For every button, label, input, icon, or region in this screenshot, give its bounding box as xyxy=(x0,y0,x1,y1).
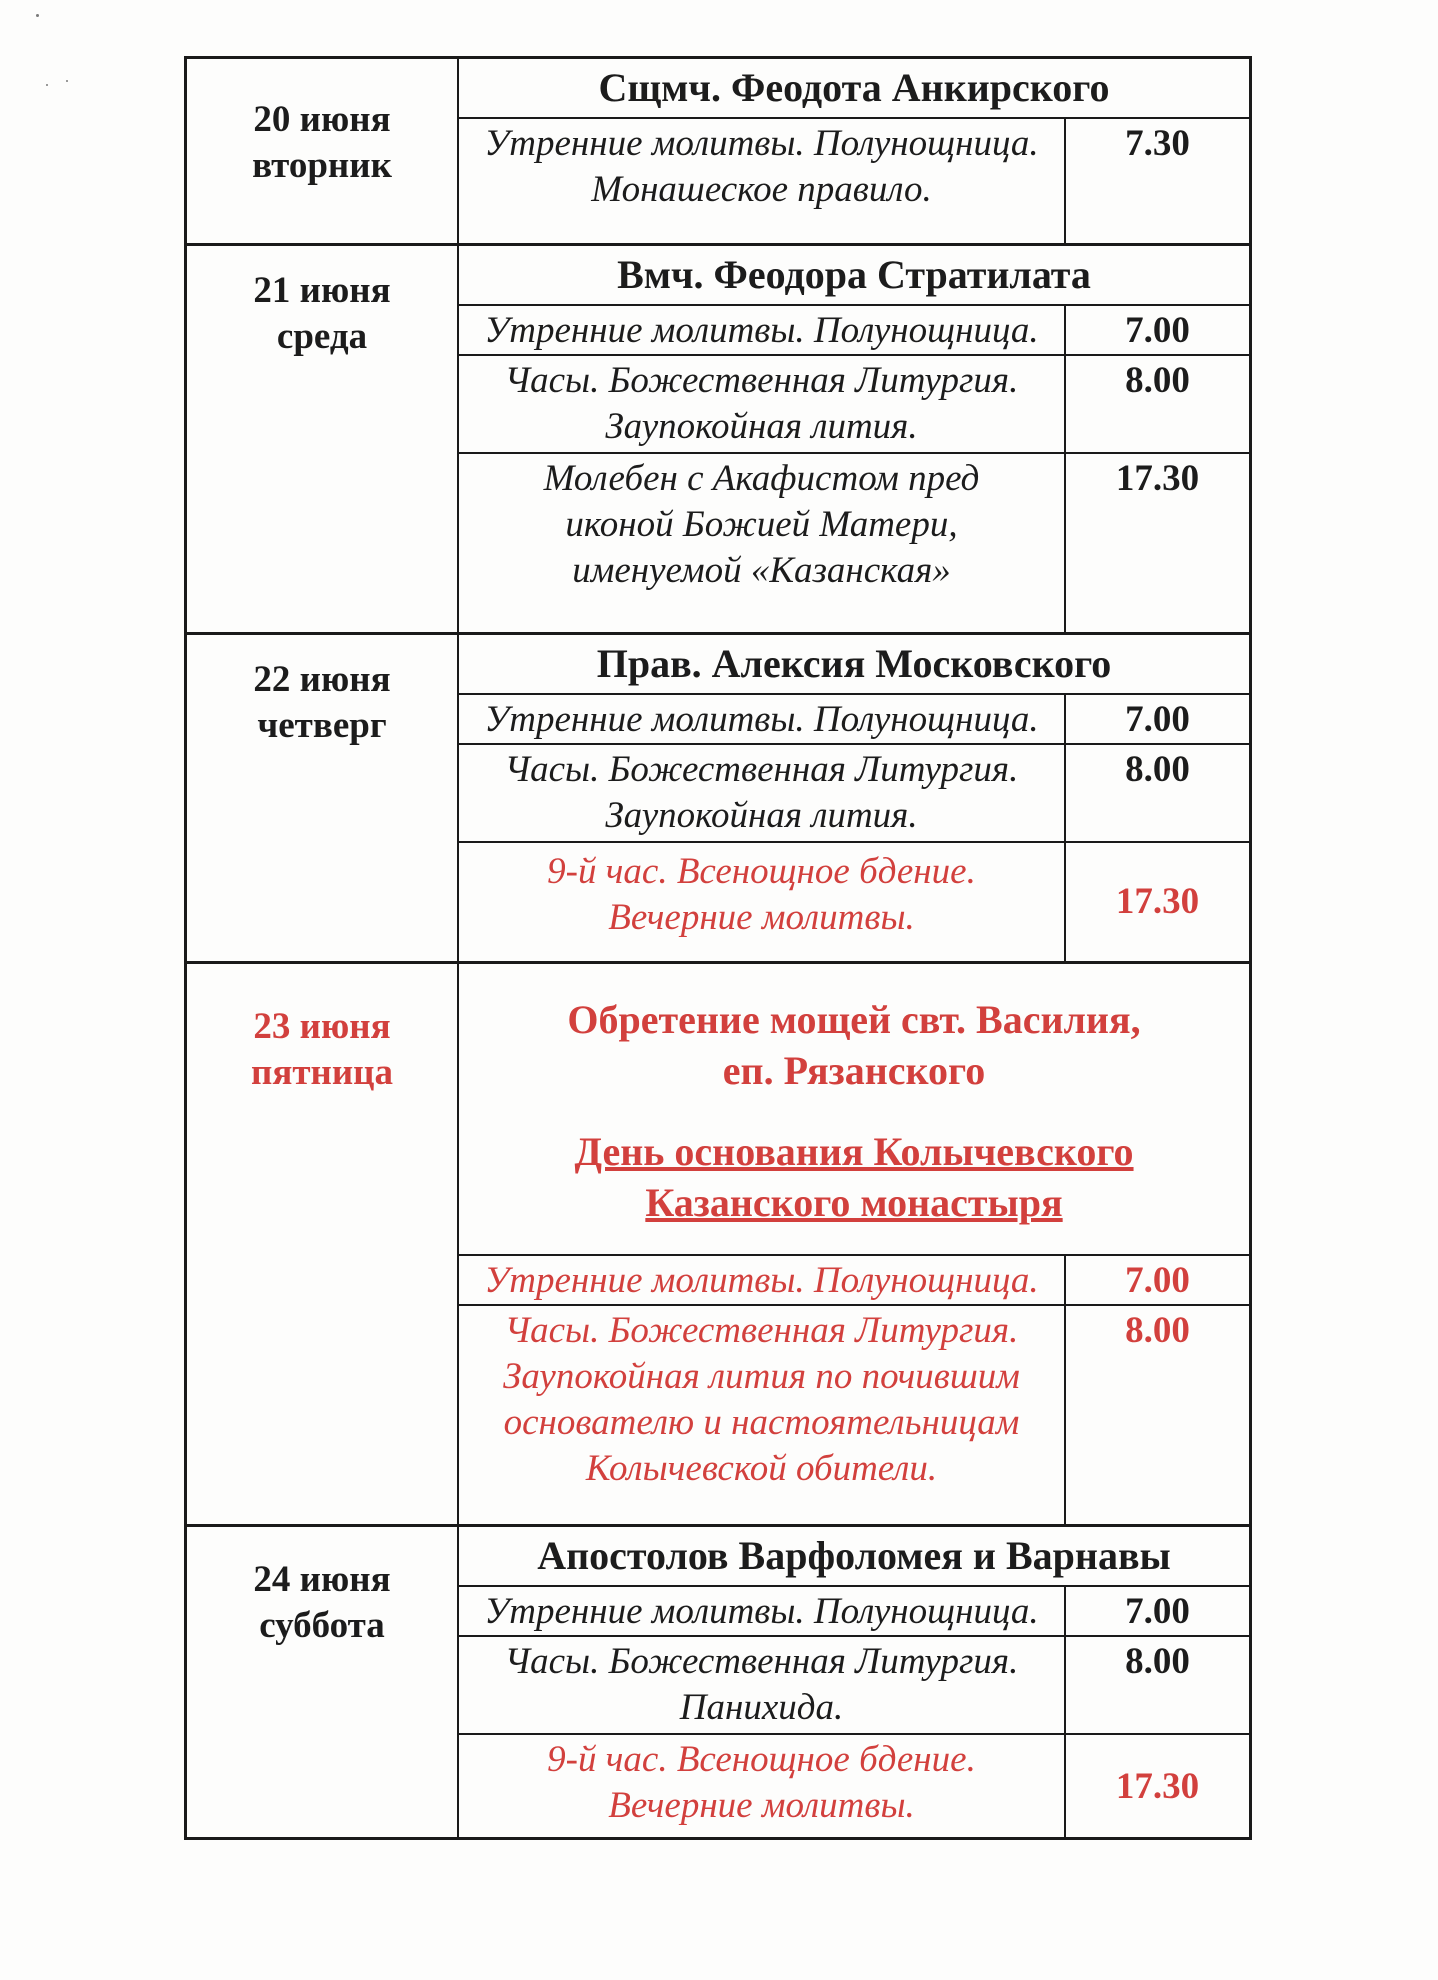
service-time: 8.00 xyxy=(1125,360,1190,401)
day-date-cell xyxy=(187,964,459,1524)
service-time: 7.00 xyxy=(1125,310,1190,351)
feast-title xyxy=(459,964,1249,1256)
day-services xyxy=(459,59,1249,243)
service-description: 9-й час. Всенощное бдение. Вечерние молитвы. xyxy=(459,1735,1066,1839)
service-time: 8.00 xyxy=(1125,1310,1190,1351)
day-services xyxy=(459,246,1249,632)
day-block xyxy=(184,632,1252,961)
weekday-label: среда xyxy=(276,316,368,357)
schedule-table xyxy=(184,56,1252,1840)
date-label: 22 июня xyxy=(253,659,391,700)
service-description: Утренние молитвы. Полунощница. xyxy=(459,695,1066,743)
service-row xyxy=(459,745,1249,843)
day-services xyxy=(459,635,1249,961)
weekday-label: пятница xyxy=(251,1052,393,1093)
service-description: Часы. Божественная Литургия. Заупокойная лития по почившим основателю и настоятельницам Колычевской обители. xyxy=(459,1306,1066,1524)
day-services xyxy=(459,964,1249,1524)
service-description: 9-й час. Всенощное бдение. Вечерние молитвы. xyxy=(459,843,1066,961)
service-row xyxy=(459,356,1249,454)
service-description: Молебен с Акафистом пред иконой Божией Матери, именуемой «Казанская» xyxy=(459,454,1066,632)
day-block xyxy=(184,1524,1252,1840)
day-date-cell xyxy=(187,635,459,961)
date-label: 23 июня xyxy=(253,1006,391,1047)
day-services xyxy=(459,1527,1249,1837)
service-time: 7.00 xyxy=(1125,1591,1190,1632)
service-description: Утренние молитвы. Полунощница. xyxy=(459,1256,1066,1304)
service-time: 17.30 xyxy=(1115,458,1200,499)
service-description: Часы. Божественная Литургия. Заупокойная лития. xyxy=(459,356,1066,452)
service-time: 8.00 xyxy=(1125,1641,1190,1682)
date-label: 21 июня xyxy=(253,270,391,311)
service-row xyxy=(459,1306,1249,1524)
feast-subtitle xyxy=(459,1126,1249,1228)
weekday-label: суббота xyxy=(259,1605,385,1646)
feast-title: Вмч. Феодора Стратилата xyxy=(459,246,1249,306)
service-time: 8.00 xyxy=(1125,749,1190,790)
scan-speck xyxy=(36,14,39,17)
date-label: 20 июня xyxy=(253,99,391,140)
service-time: 7.30 xyxy=(1125,123,1190,164)
scan-speck xyxy=(66,80,68,82)
service-description: Утренние молитвы. Полунощница. xyxy=(459,1587,1066,1635)
service-row xyxy=(459,1637,1249,1735)
day-date-cell xyxy=(187,246,459,632)
service-time: 7.00 xyxy=(1125,699,1190,740)
service-row xyxy=(459,1735,1249,1839)
service-row xyxy=(459,695,1249,745)
service-description: Часы. Божественная Литургия. Заупокойная лития. xyxy=(459,745,1066,841)
feast-title: Прав. Алексия Московского xyxy=(459,635,1249,695)
weekday-label: вторник xyxy=(252,145,392,186)
service-description: Часы. Божественная Литургия. Панихида. xyxy=(459,1637,1066,1733)
feast-subtitle-line: Казанского монастыря xyxy=(645,1180,1063,1225)
day-date-cell xyxy=(187,1527,459,1837)
day-date-cell xyxy=(187,59,459,243)
service-row xyxy=(459,1256,1249,1306)
scan-speck xyxy=(46,84,48,86)
feast-title: Сщмч. Феодота Анкирского xyxy=(459,59,1249,119)
service-row xyxy=(459,306,1249,356)
feast-title-line: еп. Рязанского xyxy=(722,1048,986,1093)
service-time: 17.30 xyxy=(1115,881,1200,922)
service-time: 17.30 xyxy=(1115,1766,1200,1807)
feast-title-line: Обретение мощей свт. Василия, xyxy=(567,997,1141,1042)
service-row xyxy=(459,454,1249,632)
weekday-label: четверг xyxy=(257,705,387,746)
service-row xyxy=(459,1587,1249,1637)
day-block xyxy=(184,56,1252,243)
service-description: Утренние молитвы. Полунощница. xyxy=(459,306,1066,354)
service-row xyxy=(459,843,1249,961)
day-block xyxy=(184,243,1252,632)
day-block xyxy=(184,961,1252,1524)
feast-subtitle-line: День основания Колычевского xyxy=(574,1129,1134,1174)
service-row xyxy=(459,119,1249,243)
feast-title: Апостолов Варфоломея и Варнавы xyxy=(459,1527,1249,1587)
date-label: 24 июня xyxy=(253,1559,391,1600)
service-description: Утренние молитвы. Полунощница. Монашеское правило. xyxy=(459,119,1066,243)
service-time: 7.00 xyxy=(1125,1260,1190,1301)
